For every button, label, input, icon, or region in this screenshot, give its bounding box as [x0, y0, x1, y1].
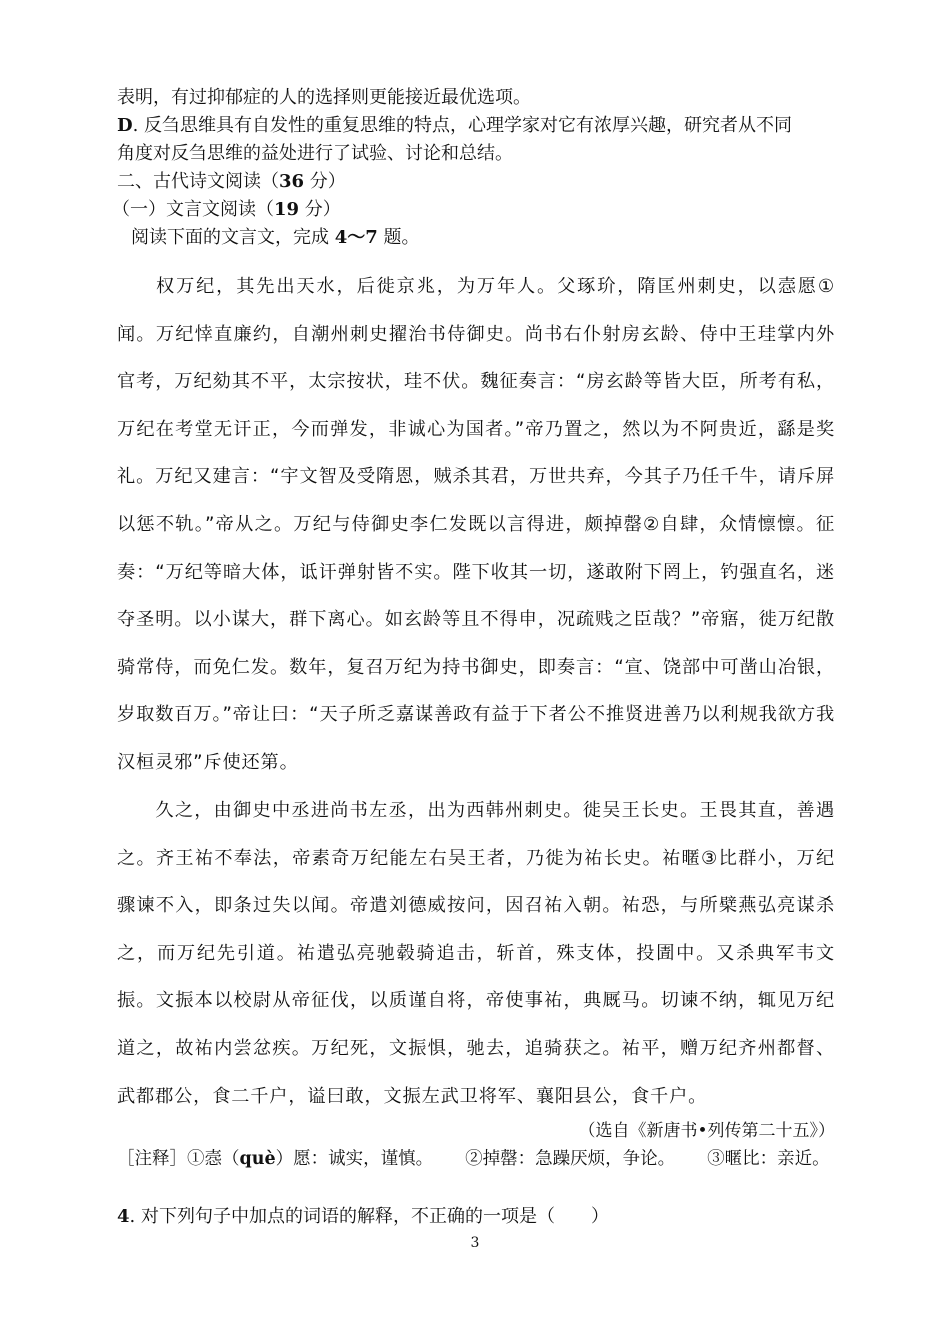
- source-citation: （选自《新唐书•列传第二十五》）: [578, 1121, 835, 1141]
- question-number: 4: [117, 1206, 130, 1227]
- instruction-line: [131, 225, 420, 251]
- section-heading-prefix: 二、古代诗文阅读（: [117, 171, 279, 192]
- section-heading-suffix: 分）: [304, 171, 346, 192]
- note-2: ②掉罄：急躁厌烦，争论。: [465, 1149, 676, 1169]
- page-number: 3: [470, 1235, 480, 1251]
- text-line-1: [117, 85, 531, 111]
- note-1-suffix: ）愿：诚实，谨慎。: [275, 1149, 434, 1169]
- line-1-text: 表明，有过抑郁症的人的选择则更能接近最优选项。: [117, 87, 531, 108]
- passage-paragraph-1-text: 权万纪，其先出天水，后徙京兆，为万年人。父琢玠，隋匡州刺史，以悫愿①闻。万纪悻直廉约，自潮州刺史擢治书侍御史。尚书右仆射房玄龄、侍中王珪掌内外官考，万纪劾其不平，太宗按状，珪不伏。魏征奏言：“房玄龄等皆大臣，所考有私，万纪在考堂无讦正，今而弹发，非诚心为国者。”帝乃置之，然以为不阿贵近，繇是奖礼。万纪又建言：“宇文智及受隋恩，贼杀其君，万世共弃，今其子乃任千牛，请斥屏以惩不轨。”帝从之。万纪与侍御史李仁发既以言得进，颇掉罄②自肆，众情懔懔。征奏：“万纪等暗大体，诋讦弹射皆不实。陛下收其一切，遂敢附下罔上，钓强直名，迷夺圣明。以小谋大，群下离心。如玄龄等且不得申，况疏贱之臣哉？”帝寤，徙万纪散骑常侍，而免仁发。数年，复召万纪为持书御史，即奏言：“宣、饶部中可凿山冶银，岁取数百万。”帝让曰：“天子所乏嘉谋善政有益于下者公不推贤进善乃以利规我欲方我汉桓灵邪”斥使还第。: [117, 276, 835, 773]
- question-range: 4～7: [334, 227, 378, 248]
- annotation-notes: [117, 1146, 837, 1172]
- subsection-heading-suffix: 分）: [299, 199, 341, 220]
- note-1-prefix: ［注释］①悫（: [117, 1149, 240, 1169]
- option-d-letter: D: [117, 115, 133, 136]
- passage-paragraph-2: [117, 787, 835, 1120]
- option-d-text: . 反刍思维具有自发性的重复思维的特点，心理学家对它有浓厚兴趣，研究者从不同: [132, 115, 793, 136]
- text-line-3: [117, 141, 513, 167]
- passage-paragraph-1: [117, 263, 835, 787]
- subsection-heading-prefix: （一）文言文阅读（: [112, 199, 274, 220]
- instruction-suffix: 题。: [377, 227, 420, 248]
- subsection-score: 19: [274, 199, 300, 220]
- option-d-line: [117, 113, 792, 139]
- section-heading: [117, 169, 346, 195]
- instruction-prefix: 阅读下面的文言文，完成: [131, 227, 335, 248]
- subsection-heading: [112, 197, 341, 223]
- note-1-pinyin: què: [239, 1149, 276, 1169]
- question-text: . 对下列句子中加点的词语的解释，不正确的一项是（ ）: [129, 1206, 609, 1227]
- note-3: ③暱比：亲近。: [707, 1149, 830, 1169]
- passage-paragraph-2-text: 久之，由御史中丞进尚书左丞，出为西韩州刺史。徙吴王长史。王畏其直，善遇之。齐王祐不奉法，帝素奇万纪能左右吴王者，乃徙为祐长史。祐暱③比群小，万纪骤谏不入，即条过失以闻。帝遣刘德威按问，因召祐入朝。祐恐，与所檗燕弘亮谋杀之，而万纪先引道。祐遣弘亮驰毂骑追击，斩首，殊支体，投圊中。又杀典军韦文振。文振本以校尉从帝征伐，以质谨自将，帝使事祐，典厩马。切谏不纳，辄见万纪道之，故祐内尝忿疾。万纪死，文振惧，驰去，追骑获之。祐平，赠万纪齐州都督、武都郡公，食二千户，谥曰敢，文振左武卫将军、襄阳县公，食千户。: [117, 800, 835, 1107]
- line-3-text: 角度对反刍思维的益处进行了试验、讨论和总结。: [117, 143, 513, 164]
- section-score: 36: [279, 171, 305, 192]
- question-4: [117, 1204, 609, 1230]
